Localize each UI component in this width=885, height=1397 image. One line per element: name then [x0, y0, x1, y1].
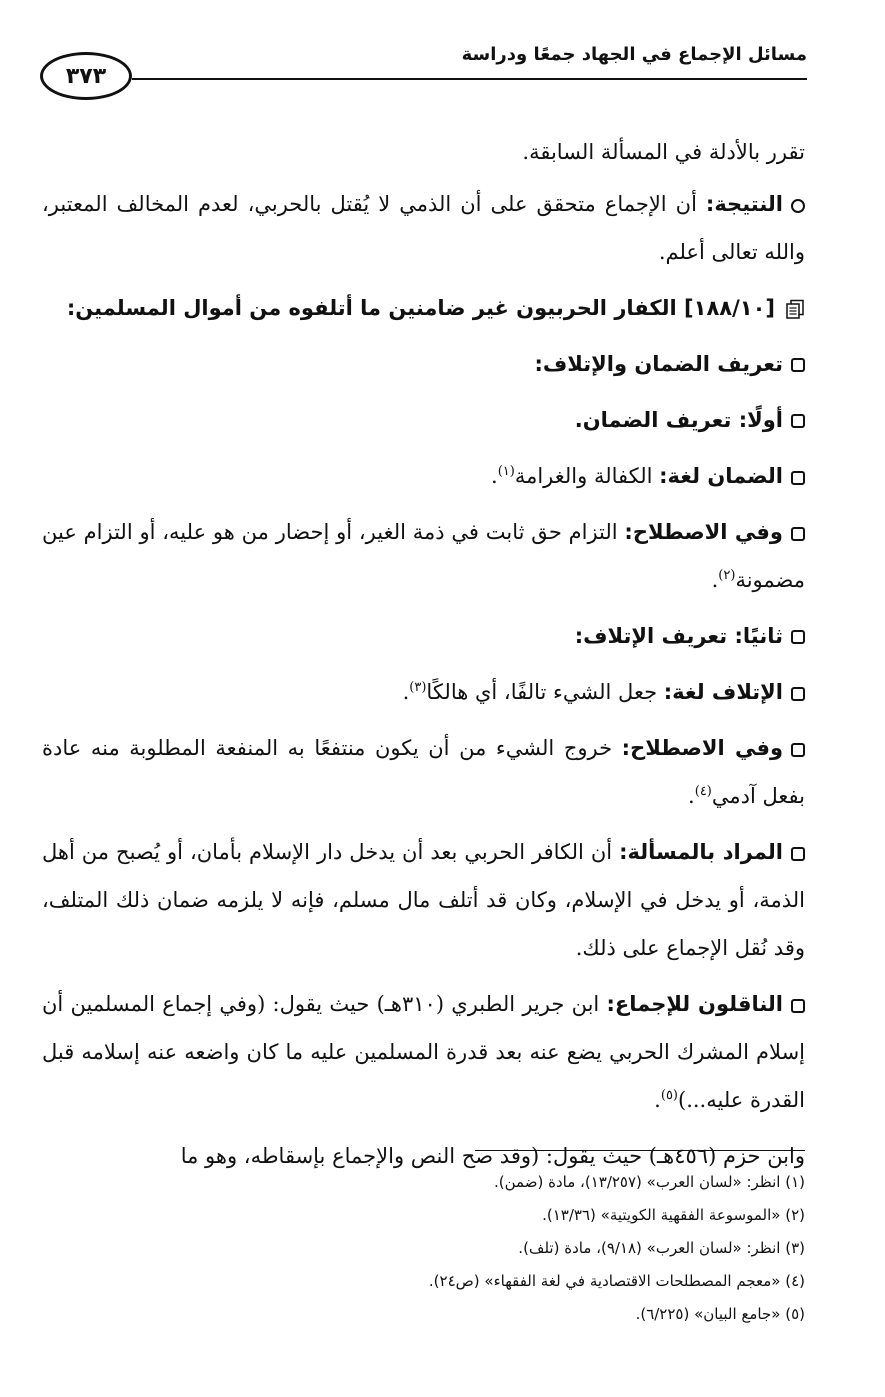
- daman-istilah-keyword: وفي الاصطلاح:: [624, 520, 783, 544]
- itlaf-lugha-text: جعل الشيء تالفًا، أي هالكًا: [426, 680, 664, 704]
- daman-lugha-keyword: الضمان لغة:: [659, 464, 783, 488]
- box-bullet-icon: [791, 471, 805, 485]
- footnotes: [42, 1166, 805, 1331]
- running-title: مسائل الإجماع في الجهاد جمعًا ودراسة: [461, 44, 807, 65]
- footnote-ref[interactable]: (٤): [694, 784, 712, 799]
- pages-icon: [785, 299, 805, 319]
- paragraph: تقرر بالأدلة في المسألة السابقة.: [522, 140, 805, 164]
- itlaf-istilah-keyword: وفي الاصطلاح:: [621, 736, 783, 760]
- itlaf-istilah-paragraph: وفي الاصطلاح: خروج الشيء من أن يكون منتفعًا به المنفعة المطلوبة منه عادة بفعل آدمي$^{(٤)}$.: [42, 736, 805, 808]
- body-text: [42, 128, 805, 1188]
- murad-keyword: المراد بالمسألة:: [619, 840, 783, 864]
- second-heading-line: [42, 612, 805, 660]
- second-heading: ثانيًا: تعريف الإتلاف:: [574, 624, 783, 648]
- footnote-ref[interactable]: (٥): [660, 1088, 678, 1103]
- box-bullet-icon: [791, 358, 805, 372]
- box-bullet-icon: [791, 630, 805, 644]
- first-heading: أولًا: تعريف الضمان.: [574, 408, 783, 432]
- footnote-ref[interactable]: (١): [497, 464, 515, 479]
- daman-lugha-text: الكفالة والغرامة: [514, 464, 660, 488]
- naqilun-keyword: الناقلون للإجماع:: [606, 992, 784, 1016]
- footnote: (٣) انظر: «لسان العرب» (٩/١٨)، مادة (تلف).: [518, 1239, 805, 1257]
- issue-heading: [١٨٨/١٠] الكفار الحربيون غير ضامنين ما أتلفوه من أموال المسلمين:: [66, 296, 775, 320]
- footnote: (٤) «معجم المصطلحات الاقتصادية في لغة الفقهاء» (ص٢٤).: [428, 1272, 805, 1290]
- box-bullet-icon: [791, 847, 805, 861]
- box-bullet-icon: [791, 527, 805, 541]
- result-text: أن الإجماع متحقق على أن الذمي لا يُقتل بالحربي، لعدم المخالف المعتبر، والله تعالى أعلم.: [42, 192, 805, 264]
- footnote-ref[interactable]: (٣): [409, 680, 427, 695]
- box-bullet-icon: [791, 414, 805, 428]
- daman-lugha-paragraph: الضمان لغة: الكفالة والغرامة$^{(١)}$.: [42, 452, 805, 500]
- footnote: (٥) «جامع البيان» (٦/٢٢٥).: [635, 1305, 805, 1323]
- page-number: ٣٧٣: [40, 52, 132, 100]
- result-keyword: النتيجة:: [705, 192, 783, 216]
- daman-istilah-paragraph: وفي الاصطلاح: التزام حق ثابت في ذمة الغير، أو إحضار من هو عليه، أو التزام عين مضمونة$^{(٢)}$.: [42, 520, 805, 592]
- itlaf-istilah-text: خروج الشيء من أن يكون منتفعًا به المنفعة المطلوبة منه عادة بفعل آدمي: [42, 736, 805, 808]
- last-paragraph: وابن حزم (٤٥٦هـ) حيث يقول: (وقد صح النص والإجماع بإسقاطه، وهو ما: [180, 1144, 805, 1168]
- itlaf-lugha-keyword: الإتلاف لغة:: [663, 680, 783, 704]
- definition-heading: تعريف الضمان والإتلاف:: [534, 352, 783, 376]
- footnote-rule: [475, 1150, 805, 1151]
- naqilun-paragraph: الناقلون للإجماع: ابن جرير الطبري (٣١٠هـ) حيث يقول: (وفي إجماع المسلمين أن إسلام المشرك الحربي يضع عنه بعد قدرة المسلمين عليه ما كان واضعه عنه إسلامه قبل القدرة عليه...)$^{(٥)}$.: [42, 992, 805, 1112]
- daman-istilah-text: التزام حق ثابت في ذمة الغير، أو إحضار من هو عليه، أو التزام عين مضمونة: [42, 520, 805, 592]
- box-bullet-icon: [791, 999, 805, 1013]
- murad-text: أن الكافر الحربي بعد أن يدخل دار الإسلام بأمان، أو يُصبح من أهل الذمة، أو يدخل في الإسلام، وكان قد أتلف مال مسلم، فإنه لا يلزمه ضمان ذلك المتلف، وقد نُقل الإجماع على ذلك.: [42, 840, 805, 960]
- header-rule: [132, 78, 807, 80]
- result-paragraph: [42, 180, 805, 276]
- first-heading-line: [42, 396, 805, 444]
- footnote-ref[interactable]: (٢): [718, 568, 736, 583]
- box-bullet-icon: [791, 687, 805, 701]
- box-bullet-icon: [791, 743, 805, 757]
- naqilun-text: ابن جرير الطبري (٣١٠هـ) حيث يقول: (وفي إجماع المسلمين أن إسلام المشرك الحربي يضع عنه بعد قدرة المسلمين عليه ما كان واضعه عنه إسلامه قبل القدرة عليه...): [42, 992, 805, 1112]
- murad-paragraph: [42, 828, 805, 972]
- definition-heading-line: [42, 340, 805, 388]
- issue-heading-line: [42, 284, 805, 332]
- footnote: (٢) «الموسوعة الفقهية الكويتية» (١٣/٣٦).: [542, 1206, 805, 1224]
- footnote: (١) انظر: «لسان العرب» (١٣/٢٥٧)، مادة (ضمن).: [494, 1173, 805, 1191]
- circle-bullet-icon: [791, 199, 805, 213]
- itlaf-lugha-paragraph: الإتلاف لغة: جعل الشيء تالفًا، أي هالكًا$^{(٣)}$.: [42, 668, 805, 716]
